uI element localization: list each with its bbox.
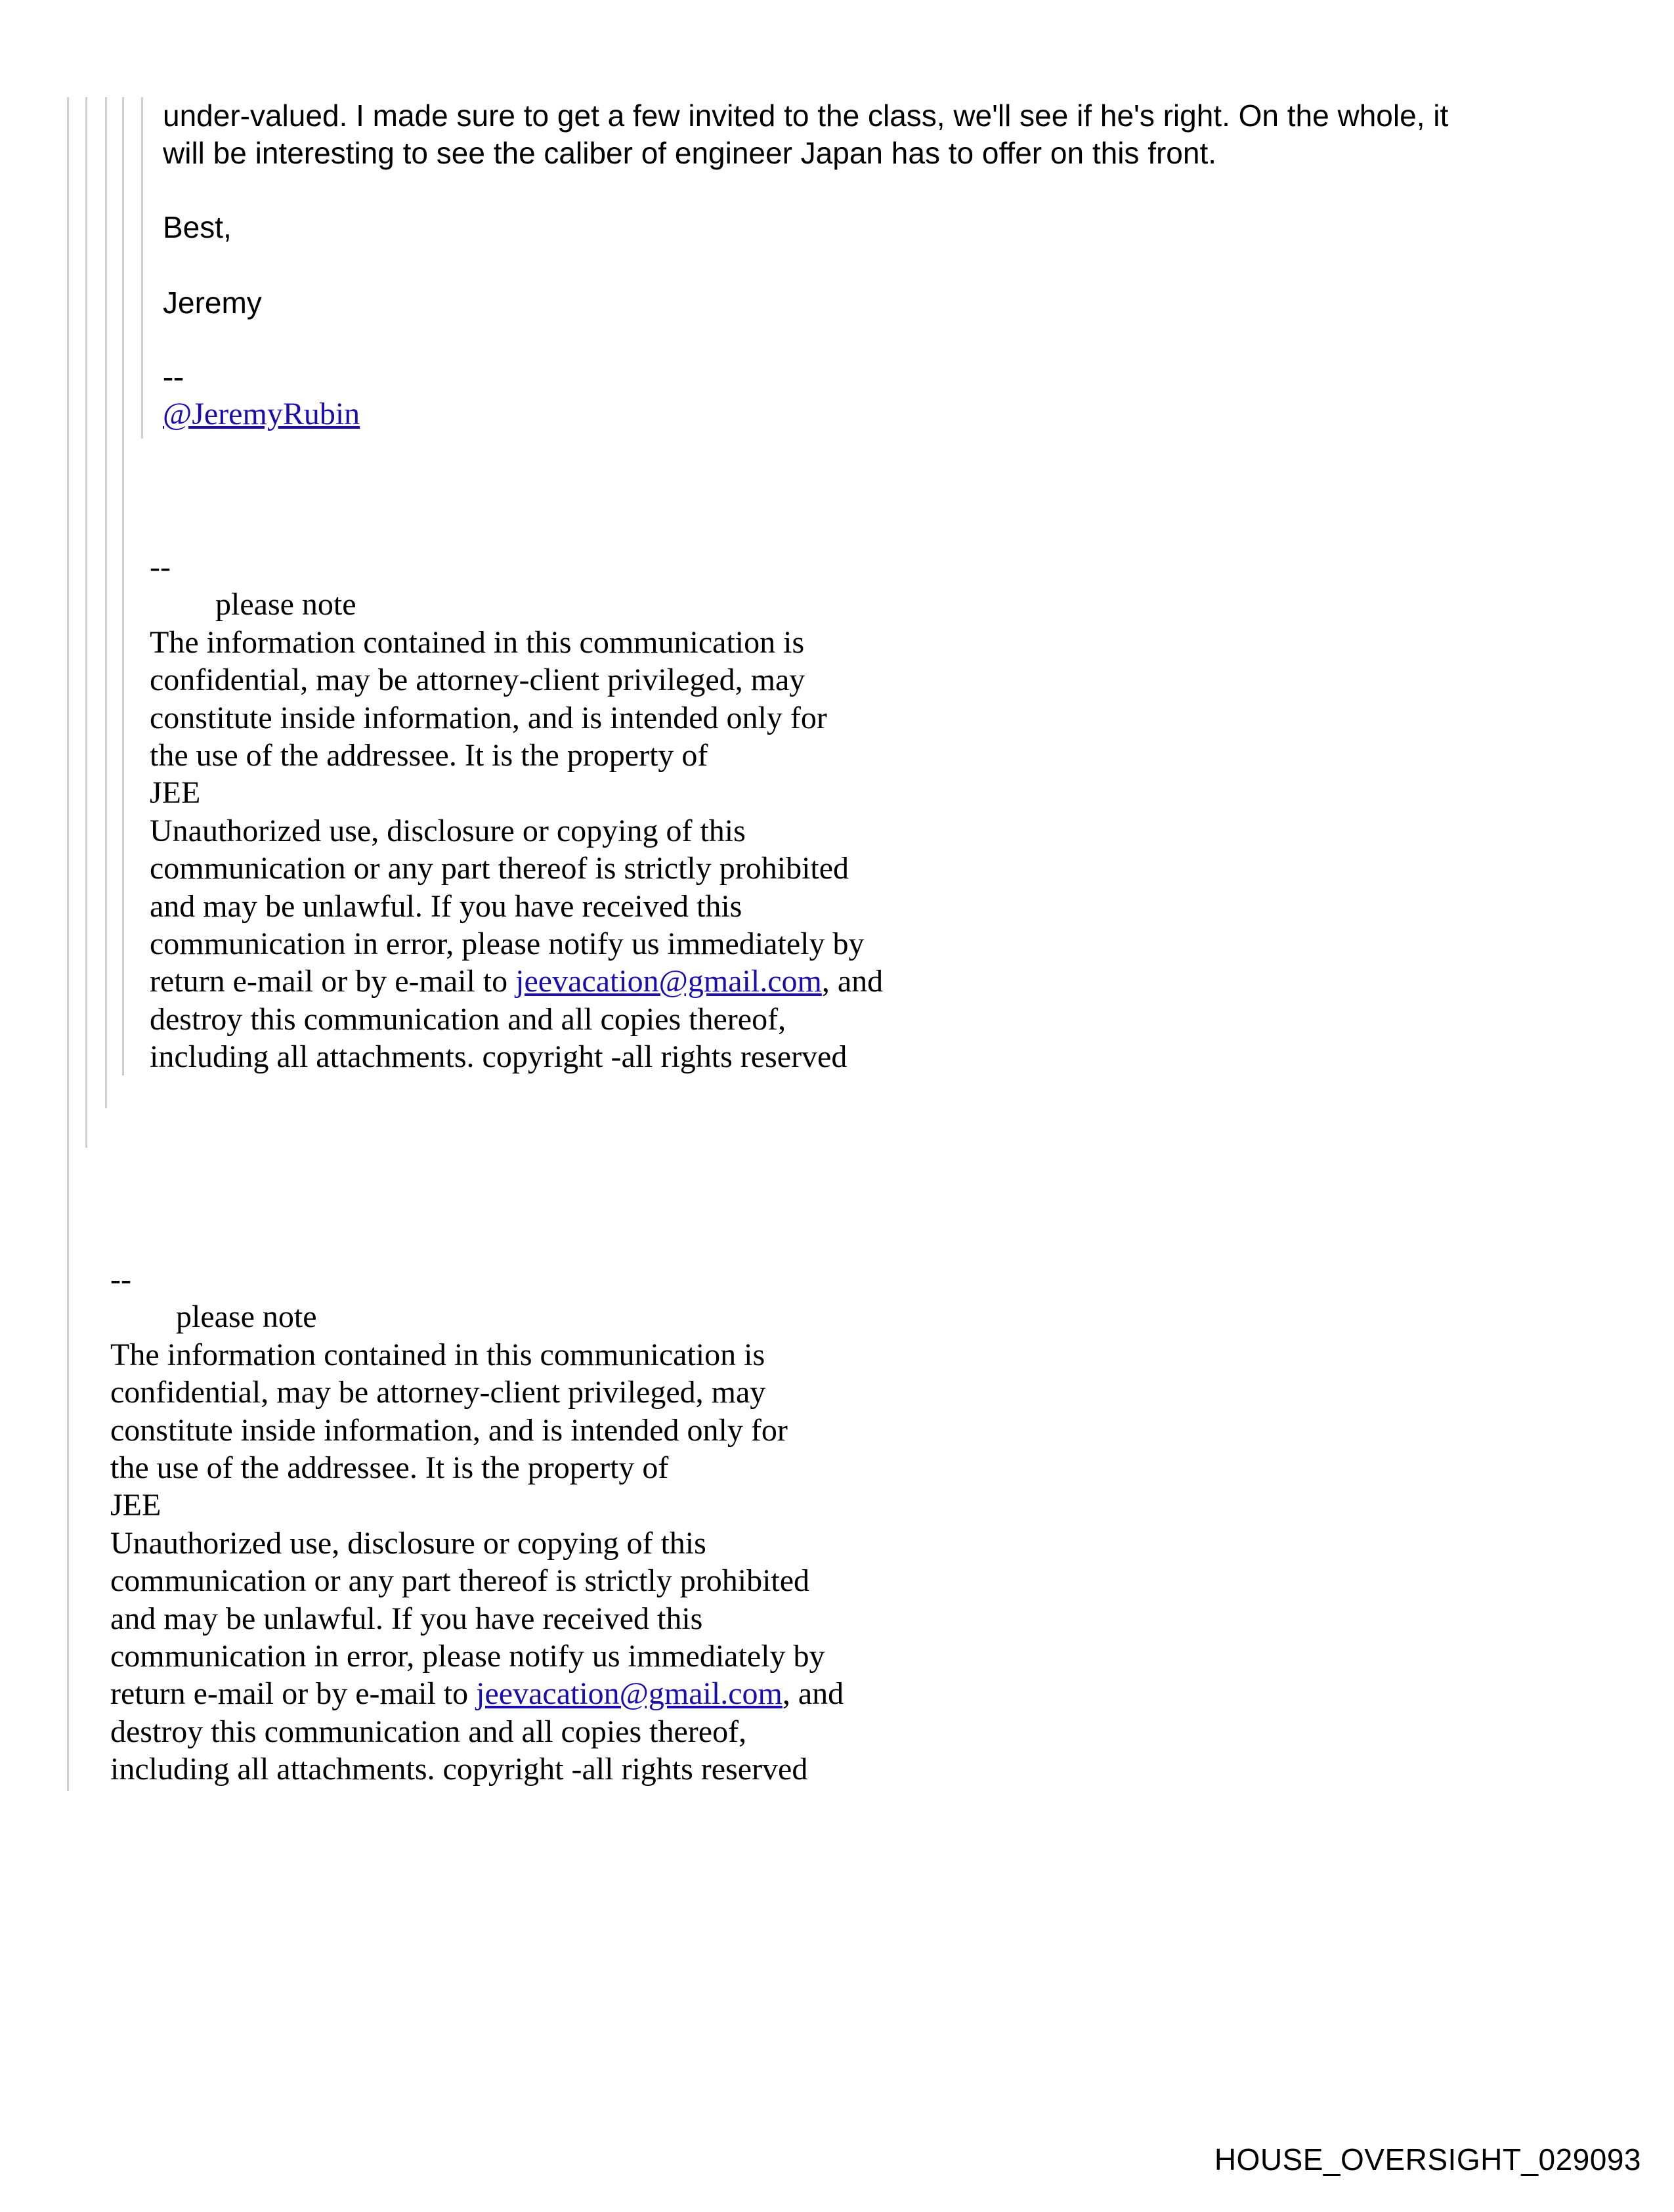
- disclaimer-outer: [110, 1261, 844, 1788]
- disclaimer-line: JEE: [150, 775, 201, 811]
- quote-bar-level-4: [122, 97, 124, 1075]
- closing: Best,: [163, 210, 232, 245]
- disclaimer-line: constitute inside information, and is intended only for: [150, 700, 827, 735]
- disclaimer-line: The information contained in this communication is: [150, 624, 805, 660]
- disclaimer-line: and may be unlawful. If you have received this: [150, 888, 742, 924]
- disclaimer-email-line: [110, 1675, 844, 1712]
- quote-bar-level-5: [141, 97, 143, 439]
- disclaimer-line: JEE: [110, 1488, 161, 1523]
- disclaimer-line: communication or any part thereof is strictly prohibited: [150, 851, 849, 886]
- spacer: [163, 173, 1448, 210]
- disclaimer-line: confidential, may be attorney-client privileged, may: [110, 1375, 766, 1410]
- signature-handle-row: [163, 395, 360, 433]
- disclaimer-line: communication in error, please notify us immediately by: [110, 1638, 825, 1674]
- disclaimer-line: including all attachments. copyright -all rights reserved: [150, 1039, 848, 1075]
- body-line: will be interesting to see the caliber of engineer Japan has to offer on this front.: [163, 136, 1217, 171]
- disclaimer-line: communication or any part thereof is strictly prohibited: [110, 1563, 810, 1599]
- quote-bar-outer: [67, 97, 69, 1791]
- disclaimer-line: The information contained in this communication is: [110, 1337, 765, 1372]
- disclaimer-line: confidential, may be attorney-client privileged, may: [150, 662, 805, 698]
- disclaimer-line: including all attachments. copyright -all rights reserved: [110, 1752, 808, 1787]
- disclaimer-heading: please note: [215, 587, 356, 622]
- disclaimer-inner: [150, 548, 883, 1075]
- disclaimer-line: destroy this communication and all copies thereof,: [150, 1001, 786, 1037]
- disclaimer-line: the use of the addressee. It is the property of: [110, 1450, 669, 1485]
- disclaimer-separator: --: [150, 550, 171, 584]
- signature-block: [163, 358, 360, 433]
- email-body: [163, 97, 1448, 322]
- disclaimer-line: Unauthorized use, disclosure or copying of this: [110, 1525, 706, 1561]
- spacer: [163, 247, 1448, 284]
- quote-bar-level-2: [85, 97, 87, 1148]
- disclaimer-separator: --: [110, 1262, 131, 1297]
- signature-name: Jeremy: [163, 285, 262, 320]
- document-id: HOUSE_OVERSIGHT_029093: [1214, 2142, 1641, 2177]
- quote-bar-level-3: [105, 97, 107, 1108]
- disclaimer-heading: please note: [176, 1299, 317, 1335]
- email-link[interactable]: jeevacation@gmail.com: [476, 1676, 783, 1712]
- email-line-suffix: , and: [782, 1676, 844, 1712]
- disclaimer-line: the use of the addressee. It is the property of: [150, 737, 708, 773]
- email-line-prefix: return e-mail or by e-mail to: [110, 1676, 477, 1712]
- disclaimer-line: Unauthorized use, disclosure or copying of this: [150, 813, 746, 848]
- disclaimer-line: communication in error, please notify us immediately by: [150, 926, 865, 961]
- disclaimer-email-line: [150, 963, 883, 1000]
- disclaimer-line: constitute inside information, and is intended only for: [110, 1412, 788, 1448]
- email-line-suffix: , and: [821, 964, 884, 999]
- email-line-prefix: return e-mail or by e-mail to: [150, 964, 516, 999]
- body-line: under-valued. I made sure to get a few invited to the class, we'll see if he's right. On the whole, it: [163, 98, 1449, 133]
- signature-separator: --: [163, 359, 184, 394]
- signature-handle-link[interactable]: @JeremyRubin: [163, 397, 360, 432]
- email-link[interactable]: jeevacation@gmail.com: [515, 964, 822, 999]
- disclaimer-line: and may be unlawful. If you have received this: [110, 1601, 703, 1636]
- disclaimer-line: destroy this communication and all copies thereof,: [110, 1714, 747, 1749]
